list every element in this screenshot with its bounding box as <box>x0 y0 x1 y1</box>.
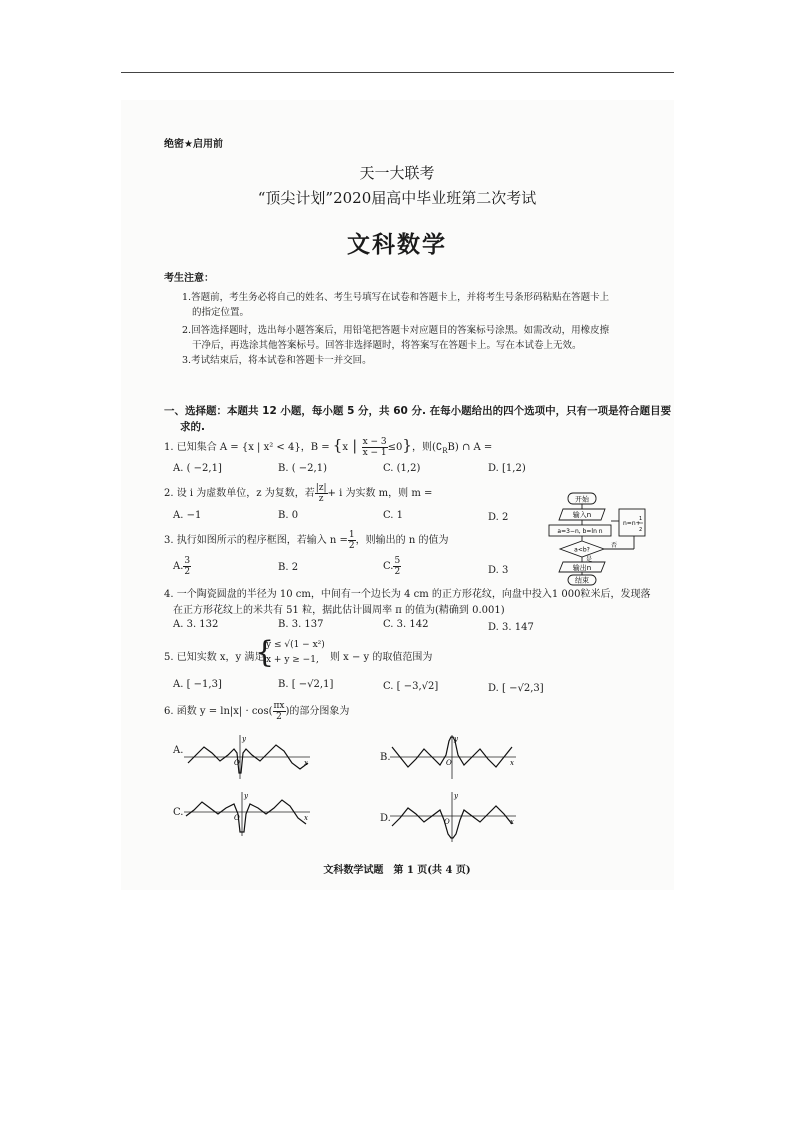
graph-d-label: D. <box>380 813 391 824</box>
flow-process-label: a=3−n, b=ln n <box>557 528 603 535</box>
q5-condition-1: y ≤ √(1 − x²) <box>266 640 325 650</box>
exam-organizer: 天一大联考 <box>359 164 435 182</box>
q2-option-b: B. 0 <box>278 510 299 521</box>
top-rule <box>121 72 674 73</box>
flow-start-label: 开始 <box>575 495 589 504</box>
flow-end-label: 结束 <box>575 576 589 585</box>
q1-sub: R <box>442 447 448 455</box>
confidential-mark: 绝密★启用前 <box>164 139 223 150</box>
graph-c-x-label: x <box>304 814 308 822</box>
subject-title: 文科数学 <box>347 231 447 258</box>
flow-update-num: 1 <box>639 516 643 522</box>
q1-option-b: B. ( −2,1) <box>278 463 327 474</box>
q6-fraction: $\frac{\pi x}{2}$ <box>273 701 285 722</box>
q3-option-b: B. 2 <box>278 562 299 573</box>
q3-fraction: $\frac{1}{2}$ <box>348 530 355 551</box>
q5-option-b: B. [ −√2,1] <box>278 679 334 690</box>
q2-fraction: $\frac{|z|}{z}$ <box>315 483 327 504</box>
flow-condition-label: a<b? <box>574 546 590 554</box>
q4-option-a: A. 3. 132 <box>173 619 219 630</box>
graph-c-origin: O <box>234 814 240 822</box>
q5-brace: { <box>255 635 275 670</box>
graph-d-y-label: y <box>454 792 458 800</box>
section-heading-cont: 求的. <box>180 421 205 433</box>
q1-set-cond: ≤0 <box>387 442 403 453</box>
q6-stem-b: )的部分图象为 <box>285 706 350 717</box>
question-6 <box>164 701 349 722</box>
flow-yes-label: 是 <box>586 556 593 563</box>
q6-stem-a: 6. 函数 y = ln|x| · cos( <box>164 706 273 717</box>
q3-option-c: C. $\frac{5}{2}$ <box>383 556 401 577</box>
note-line: 2.回答选择题时，选出每小题答案后，用铅笔把答题卡对应题目的答案标号涂黑。如需改动，用橡皮擦 <box>182 325 610 336</box>
q4-option-d: D. 3. 147 <box>488 622 534 633</box>
note-line: 干净后，再选涂其他答案标号。回答非选择题时，将答案写在答题卡上。写在本试卷上无效。 <box>192 340 582 351</box>
q1-option-d: D. [1,2) <box>488 463 526 474</box>
q1-stem-c: B) ∩ A = <box>447 442 493 453</box>
graph-b-x-label: x <box>510 759 514 767</box>
exam-title: “顶尖计划”2020届高中毕业班第二次考试 <box>257 189 537 207</box>
q5-option-c: C. [ −3,√2] <box>383 681 439 692</box>
graph-a-origin: O <box>234 759 240 767</box>
question-1: 1. 已知集合 A = {x | x² < 4}，B = {x | $\frac{x - 3}{x - 1}$ ≤0}，则$(∁_RB)$ ∩ A = <box>164 436 493 458</box>
q3-option-d: D. 3 <box>488 565 509 576</box>
graph-c-label: C. <box>173 807 184 818</box>
flow-update-den: 2 <box>639 527 643 533</box>
notes-heading: 考生注意： <box>164 273 214 284</box>
graph-c <box>184 790 314 838</box>
q4-option-b: B. 3. 137 <box>278 619 324 630</box>
q5-option-d: D. [ −√2,3] <box>488 683 544 694</box>
q5-option-a: A. [ −1,3] <box>173 679 222 690</box>
graph-d <box>390 790 520 844</box>
q3-stem-a: 3. 执行如图所示的程序框图，若输入 n = <box>164 535 348 546</box>
q2-stem-b: + i 为实数 m，则 m = <box>327 488 433 499</box>
graph-a-x-label: x <box>304 759 308 767</box>
question-4-line1: 4. 一个陶瓷圆盘的半径为 10 cm，中间有一个边长为 4 cm 的正方形花纹，向盘中投入1 000粒米后，发现落 <box>164 589 651 600</box>
graph-a-curve <box>188 745 308 773</box>
program-flowchart <box>543 491 678 587</box>
graph-a <box>184 733 314 781</box>
question-2 <box>164 483 432 504</box>
graph-b <box>390 733 520 781</box>
q1-set-var: x <box>342 442 348 453</box>
graph-a-y-label: y <box>242 735 246 743</box>
graph-d-origin: O <box>444 818 450 826</box>
page-footer: 文科数学试题 第 1 页(共 4 页) <box>323 865 471 876</box>
q2-option-d: D. 2 <box>488 512 509 523</box>
graph-b-label: B. <box>380 752 391 763</box>
q3-stem-b: ，则输出的 n 的值为 <box>355 535 449 546</box>
note-line: 1.答题前，考生务必将自己的姓名、考生号填写在试卷和答题卡上，并将考生号条形码粘贴在答题卡上 <box>182 292 610 303</box>
q5-stem-a: 5. 已知实数 x，y 满足 <box>164 652 265 663</box>
graph-c-y-label: y <box>244 792 248 800</box>
flow-update-label: n=n+ <box>623 520 641 527</box>
q1-fraction: $\frac{x - 3}{x - 1}$ <box>362 437 387 458</box>
q2-option-a: A. −1 <box>173 510 202 521</box>
q1-stem-b: ，则(∁ <box>411 442 443 453</box>
q2-option-c: C. 1 <box>383 510 404 521</box>
note-line: 3.考试结束后，将本试卷和答题卡一并交回。 <box>182 355 372 366</box>
q5-condition-2: x + y ≥ −1, <box>266 655 319 665</box>
flow-output-label: 输出n <box>572 564 592 572</box>
q5-stem-b: 则 x − y 的取值范围为 <box>330 652 433 663</box>
graph-c-curve <box>186 800 306 832</box>
question-3 <box>164 530 448 551</box>
question-4-line2: 在正方形花纹上的米共有 51 粒，据此估计圆周率 π 的值为(精确到 0.001) <box>173 605 505 616</box>
graph-a-label: A. <box>173 745 184 756</box>
q3-option-a: A. $\frac{3}{2}$ <box>173 556 191 577</box>
graph-b-y-label: y <box>454 735 458 743</box>
q1-option-a: A. ( −2,1] <box>173 463 222 474</box>
graph-d-x-label: x <box>510 818 514 826</box>
flow-input-label: 输入n <box>572 511 592 519</box>
q4-option-c: C. 3. 142 <box>383 619 429 630</box>
graph-b-origin: O <box>446 759 452 767</box>
section-heading: 一、选择题：本题共 12 小题，每小题 5 分，共 60 分. 在每小题给出的四个选项中，只有一项是符合题目要 <box>164 405 672 417</box>
q1-stem-a: 1. 已知集合 A = {x | x² < 4}，B = <box>164 442 333 453</box>
q2-stem-a: 2. 设 i 为虚数单位，z 为复数，若 <box>164 488 315 499</box>
note-line: 的指定位置。 <box>192 307 250 318</box>
q1-option-c: C. (1,2) <box>383 463 421 474</box>
flow-no-label: 否 <box>611 542 618 549</box>
